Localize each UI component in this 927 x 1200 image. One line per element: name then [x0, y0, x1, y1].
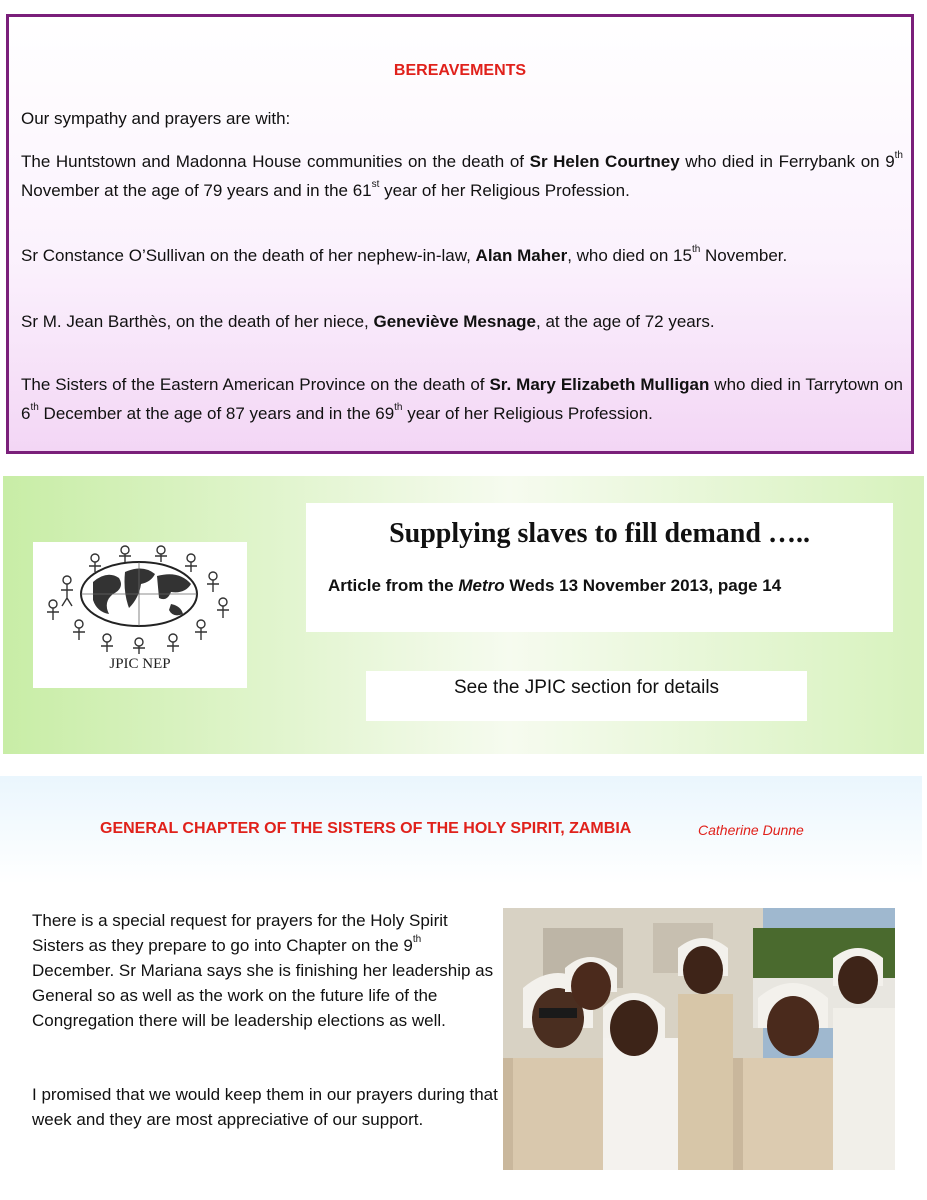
- chapter-paragraph-1: There is a special request for prayers for the Holy Spirit Sisters as they prepare to go into Chapter on the 9th December. Sr Mariana says she is finishing her leadership as General so as well as the work on the future life of the Congregation there will be leadership elections as well.: [32, 911, 494, 1030]
- article-box: [306, 503, 893, 632]
- sisters-group-photo: [503, 908, 895, 1170]
- chapter-title: GENERAL CHAPTER OF THE SISTERS OF THE HOLY SPIRIT, ZAMBIA: [100, 820, 632, 837]
- article-source: Article from the Metro Weds 13 November 2013, page 14: [328, 576, 782, 595]
- article-headline: Supplying slaves to fill demand …..: [389, 518, 810, 549]
- jpic-section: [3, 476, 924, 754]
- globe-people-icon: [33, 542, 247, 654]
- bereavement-item-mesnage: Sr M. Jean Barthès, on the death of her niece, Geneviève Mesnage, at the age of 72 years.: [21, 312, 715, 331]
- jpic-logo-text: JPIC NEP: [109, 656, 171, 672]
- jpic-details-link[interactable]: See the JPIC section for details: [366, 671, 807, 721]
- bereavements-box: [6, 14, 914, 454]
- chapter-paragraph-2: I promised that we would keep them in our prayers during that week and they are most appreciative of our support.: [32, 1085, 498, 1129]
- bereavement-item-mulligan: The Sisters of the Eastern American Province on the death of Sr. Mary Elizabeth Mulligan who died in Tarrytown on 6th December at the age of 87 years and in the 69th year of her Religious Profession.: [21, 375, 903, 423]
- bereavement-item-courtney: The Huntstown and Madonna House communities on the death of Sr Helen Courtney who died in Ferrybank on 9th November at the age of 79 years and in the 61st year of her Religious Profession.: [21, 150, 903, 200]
- bereavements-intro: Our sympathy and prayers are with:: [21, 109, 291, 128]
- deceased-name: Alan Maher: [475, 246, 568, 265]
- jpic-logo: [33, 542, 247, 688]
- chapter-header-band: [0, 776, 922, 884]
- deceased-name: Sr Helen Courtney: [529, 152, 680, 171]
- deceased-name: Sr. Mary Elizabeth Mulligan: [489, 375, 710, 394]
- deceased-name: Geneviève Mesnage: [373, 312, 537, 331]
- bereavement-item-maher: Sr Constance O’Sullivan on the death of her nephew-in-law, Alan Maher, who died on 15th November.: [21, 244, 788, 265]
- chapter-author: Catherine Dunne: [698, 822, 804, 838]
- bereavements-heading: BEREAVEMENTS: [393, 62, 527, 79]
